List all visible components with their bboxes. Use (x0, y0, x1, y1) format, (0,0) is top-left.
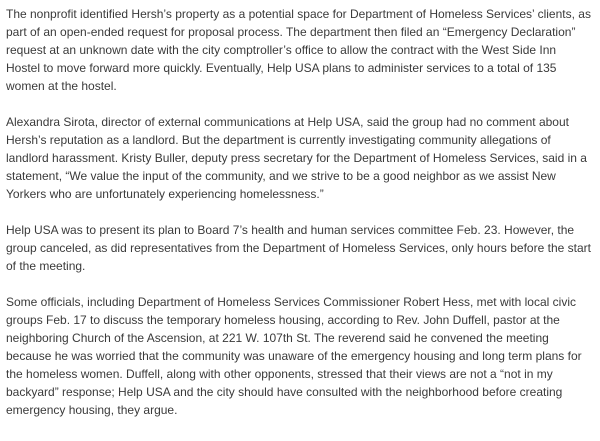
article-paragraph: Some officials, including Department of Homeless Services Commissioner Robert Hess, met with local civic groups Feb. 17 to discuss the temporary homeless housing, according to Rev. John Duffell, pastor at the neighboring Church of the Ascension, at 221 W. 107th St. The reverend said he convened the meeting because he was worried that the community was unaware of the emergency housing and long term plans for the homeless women. Duffell, along with other opponents, stressed that their views are not a “not in my backyard” response; Help USA and the city should have consulted with the neighborhood before creating emergency housing, they argue. (6, 295, 582, 417)
article-paragraph: Help USA was to present its plan to Board 7’s health and human services committee Feb. 23. However, the group canceled, as did representatives from the Department of Homeless Services, only hours before the start of the meeting. (6, 223, 591, 273)
article-paragraph: The nonprofit identified Hersh’s property as a potential space for Department of Homeless Services’ clients, as part of an open-ended request for proposal process. The department then filed an “Emergency Declaration” request at an unknown date with the city comptroller’s office to allow the contract with the West Side Inn Hostel to move forward more quickly. Eventually, Help USA plans to administer services to a total of 135 women at the hostel. (6, 7, 591, 93)
article-paragraph: Alexandra Sirota, director of external communications at Help USA, said the group had no comment about Hersh’s reputation as a landlord. But the department is currently investigating community allegations of landlord harassment. Kristy Buller, deputy press secretary for the Department of Homeless Services, said in a statement, “We value the input of the community, and we strive to be a good neighbor as we assist New Yorkers who are unfortunately experiencing homelessness.” (6, 115, 587, 201)
